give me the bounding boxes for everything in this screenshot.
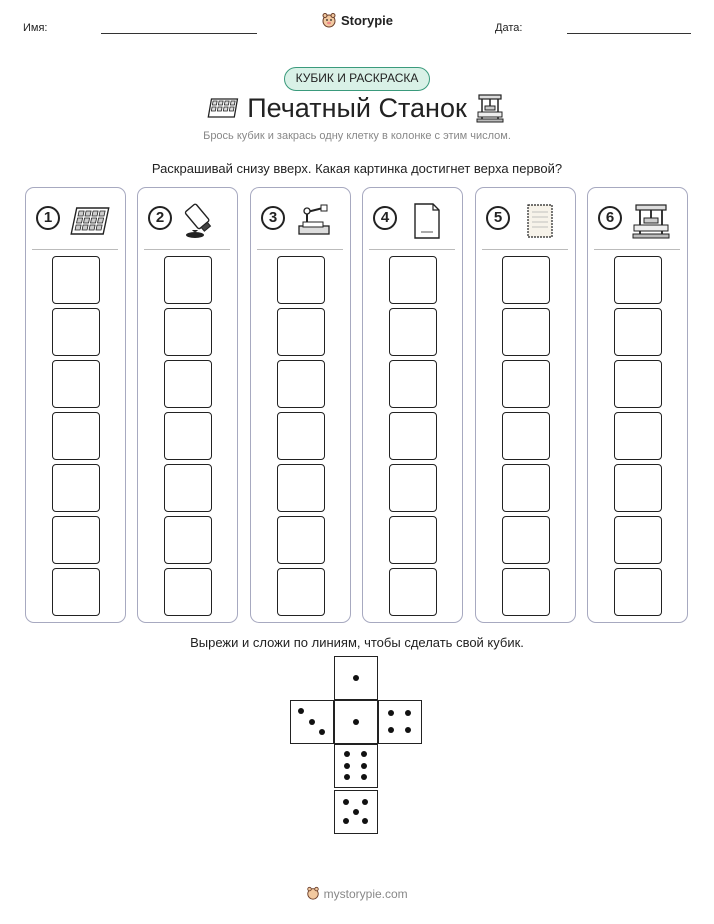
printing-press-icon bbox=[630, 202, 672, 240]
die-face-6 bbox=[334, 744, 378, 788]
color-cell[interactable] bbox=[52, 308, 100, 356]
column-number: 2 bbox=[148, 206, 172, 230]
color-cell[interactable] bbox=[502, 412, 550, 460]
color-cell[interactable] bbox=[164, 308, 212, 356]
column-header bbox=[484, 202, 568, 242]
color-cell[interactable] bbox=[164, 464, 212, 512]
page-title: Печатный Станок bbox=[247, 93, 467, 123]
color-cell[interactable] bbox=[389, 464, 437, 512]
color-cell[interactable] bbox=[502, 516, 550, 564]
color-cell[interactable] bbox=[164, 360, 212, 408]
color-cell[interactable] bbox=[389, 360, 437, 408]
color-cell[interactable] bbox=[277, 516, 325, 564]
paper-sheet-icon bbox=[405, 202, 447, 240]
column-header bbox=[371, 202, 455, 242]
color-cell[interactable] bbox=[614, 256, 662, 304]
die-pip bbox=[388, 727, 394, 733]
column-number: 4 bbox=[373, 206, 397, 230]
color-cell[interactable] bbox=[614, 308, 662, 356]
color-cell[interactable] bbox=[52, 360, 100, 408]
die-face-5 bbox=[334, 790, 378, 834]
die-pip bbox=[361, 763, 367, 769]
column-divider bbox=[482, 249, 568, 250]
color-cell[interactable] bbox=[502, 464, 550, 512]
column-header bbox=[34, 202, 118, 242]
color-cell[interactable] bbox=[614, 568, 662, 616]
brand-name: Storypie bbox=[340, 12, 393, 28]
color-cell[interactable] bbox=[277, 256, 325, 304]
color-cell[interactable] bbox=[614, 360, 662, 408]
column-header bbox=[596, 202, 680, 242]
page-subtitle: Брось кубик и закрась одну клетку в колонке с этим числом. bbox=[203, 130, 511, 142]
color-cell[interactable] bbox=[277, 464, 325, 512]
die-pip bbox=[353, 675, 359, 681]
die-face-3 bbox=[290, 700, 334, 744]
column-divider bbox=[144, 249, 230, 250]
die-pip bbox=[309, 719, 315, 725]
game-instruction: Раскрашивай снизу вверх. Какая картинка достигнет верха первой? bbox=[151, 161, 563, 176]
column-4 bbox=[362, 187, 463, 623]
die-pip bbox=[344, 751, 350, 757]
color-cell[interactable] bbox=[277, 568, 325, 616]
column-number: 3 bbox=[261, 206, 285, 230]
die-pip bbox=[344, 763, 350, 769]
die-pip bbox=[361, 774, 367, 780]
parchment-icon bbox=[518, 202, 560, 240]
die-pip bbox=[353, 719, 359, 725]
die-pip bbox=[361, 751, 367, 757]
die-pip bbox=[388, 710, 394, 716]
die-face-1 bbox=[334, 700, 378, 744]
color-cell[interactable] bbox=[277, 360, 325, 408]
column-1 bbox=[25, 187, 126, 623]
column-6 bbox=[587, 187, 688, 623]
color-cell[interactable] bbox=[389, 256, 437, 304]
color-cell[interactable] bbox=[164, 516, 212, 564]
type-tray-icon bbox=[68, 202, 110, 240]
die-pip bbox=[353, 809, 359, 815]
column-divider bbox=[32, 249, 118, 250]
brand-logo bbox=[0, 12, 714, 33]
storypie-mascot-icon bbox=[321, 12, 337, 28]
color-cell[interactable] bbox=[614, 464, 662, 512]
color-cell[interactable] bbox=[389, 568, 437, 616]
printing-press-icon bbox=[475, 92, 505, 124]
column-number: 6 bbox=[598, 206, 622, 230]
color-cell[interactable] bbox=[277, 308, 325, 356]
color-cell[interactable] bbox=[277, 412, 325, 460]
color-cell[interactable] bbox=[502, 308, 550, 356]
die-pip bbox=[298, 708, 304, 714]
color-cell[interactable] bbox=[164, 568, 212, 616]
color-cell[interactable] bbox=[164, 412, 212, 460]
die-face-4 bbox=[378, 700, 422, 744]
die-pip bbox=[343, 799, 349, 805]
color-cell[interactable] bbox=[502, 360, 550, 408]
date-line bbox=[567, 33, 691, 34]
column-divider bbox=[257, 249, 343, 250]
column-3 bbox=[250, 187, 351, 623]
column-5 bbox=[475, 187, 576, 623]
color-cell[interactable] bbox=[389, 412, 437, 460]
color-cell[interactable] bbox=[52, 568, 100, 616]
color-cell[interactable] bbox=[52, 412, 100, 460]
die-face-1 bbox=[334, 656, 378, 700]
storypie-mascot-icon bbox=[306, 886, 320, 900]
die-pip bbox=[405, 710, 411, 716]
column-header bbox=[259, 202, 343, 242]
die-pip bbox=[405, 727, 411, 733]
die-pip bbox=[319, 729, 325, 735]
column-2 bbox=[137, 187, 238, 623]
column-number: 5 bbox=[486, 206, 510, 230]
color-cell[interactable] bbox=[614, 516, 662, 564]
color-cell[interactable] bbox=[389, 308, 437, 356]
color-cell[interactable] bbox=[52, 464, 100, 512]
column-divider bbox=[594, 249, 680, 250]
color-cell[interactable] bbox=[52, 256, 100, 304]
footer-url: mystorypie.com bbox=[323, 887, 408, 901]
color-cell[interactable] bbox=[389, 516, 437, 564]
name-label: Имя: bbox=[23, 22, 48, 34]
color-cell[interactable] bbox=[164, 256, 212, 304]
column-divider bbox=[369, 249, 455, 250]
color-cell[interactable] bbox=[502, 568, 550, 616]
ink-tube-icon bbox=[180, 202, 222, 240]
footer bbox=[0, 886, 714, 901]
die-pip bbox=[344, 774, 350, 780]
color-cell[interactable] bbox=[614, 412, 662, 460]
column-header bbox=[146, 202, 230, 242]
date-label: Дата: bbox=[495, 22, 523, 34]
name-line bbox=[101, 33, 257, 34]
category-badge: КУБИК И РАСКРАСКА bbox=[284, 67, 430, 91]
die-net bbox=[290, 656, 424, 834]
embosser-stamp-icon bbox=[293, 202, 335, 240]
die-pip bbox=[362, 799, 368, 805]
cut-instruction: Вырежи и сложи по линиям, чтобы сделать свой кубик. bbox=[190, 635, 524, 650]
die-pip bbox=[362, 818, 368, 824]
column-number: 1 bbox=[36, 206, 60, 230]
color-cell[interactable] bbox=[52, 516, 100, 564]
color-cell[interactable] bbox=[502, 256, 550, 304]
die-pip bbox=[343, 818, 349, 824]
